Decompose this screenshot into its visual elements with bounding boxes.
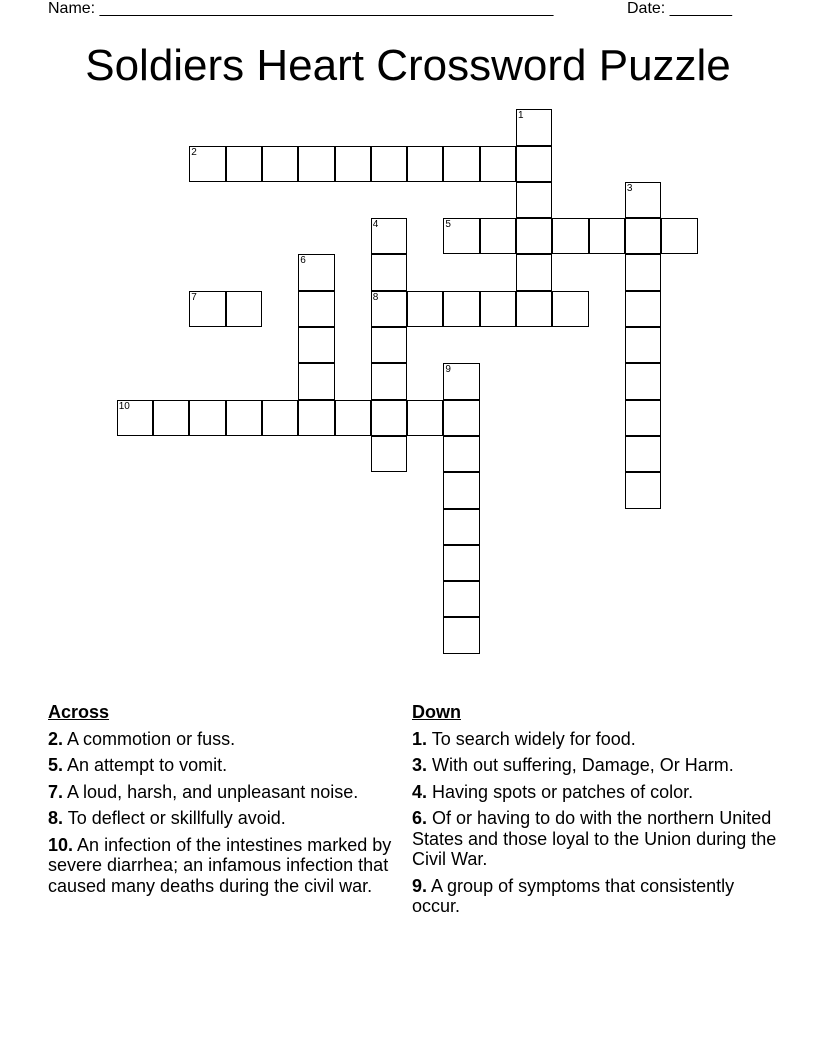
grid-cell[interactable] <box>189 291 225 327</box>
clue-item <box>412 808 777 870</box>
clue-text: A group of symptoms that consistently occur. <box>412 875 735 916</box>
grid-cell[interactable] <box>625 400 661 436</box>
grid-cell[interactable] <box>298 400 334 436</box>
clue-number: 6. <box>412 808 428 828</box>
grid-cell[interactable] <box>516 146 552 182</box>
cell-number: 2 <box>191 146 197 158</box>
grid-cell[interactable] <box>407 400 443 436</box>
grid-cell[interactable] <box>371 254 407 290</box>
cell-number: 1 <box>518 110 524 122</box>
grid-cell[interactable] <box>443 363 479 399</box>
page-title: Soldiers Heart Crossword Puzzle <box>85 41 731 90</box>
grid-cell[interactable] <box>625 218 661 254</box>
grid-cell[interactable] <box>371 436 407 472</box>
grid-cell[interactable] <box>552 218 588 254</box>
grid-cell[interactable] <box>443 581 479 617</box>
across-clues <box>48 702 398 902</box>
grid-cell[interactable] <box>625 472 661 508</box>
grid-cell[interactable] <box>262 146 298 182</box>
name-field[interactable]: Name: ___________________________________________________ <box>48 0 554 17</box>
grid-cell[interactable] <box>371 146 407 182</box>
clue-item <box>48 729 398 750</box>
clue-text: To deflect or skillfully avoid. <box>67 808 286 828</box>
grid-cell[interactable] <box>117 400 153 436</box>
grid-cell[interactable] <box>625 327 661 363</box>
grid-cell[interactable] <box>625 182 661 218</box>
clue-text: To search widely for food. <box>431 728 636 749</box>
grid-cell[interactable] <box>625 436 661 472</box>
grid-cell[interactable] <box>516 109 552 145</box>
grid-cell[interactable] <box>552 291 588 327</box>
cell-number: 8 <box>372 291 379 303</box>
grid-cell[interactable] <box>189 146 225 182</box>
grid-cell[interactable] <box>443 436 479 472</box>
cell-number: 9 <box>445 364 451 376</box>
clue-item <box>48 835 398 897</box>
grid-cell[interactable] <box>262 400 298 436</box>
grid-cell[interactable] <box>516 218 552 254</box>
grid-cell[interactable] <box>516 182 552 218</box>
grid-cell[interactable] <box>298 291 334 327</box>
clue-number: 2. <box>48 728 64 749</box>
grid-cell[interactable] <box>443 291 479 327</box>
down-list <box>412 729 777 917</box>
grid-cell[interactable] <box>226 291 262 327</box>
grid-cell[interactable] <box>371 327 407 363</box>
grid-cell[interactable] <box>443 545 479 581</box>
grid-cell[interactable] <box>625 363 661 399</box>
cell-number: 6 <box>300 255 306 267</box>
across-list <box>48 729 398 897</box>
clue-text: An infection of the intestines marked by severe diarrhea; an infamous infection that caused many deaths during the civil war. <box>48 834 392 896</box>
grid-cell[interactable] <box>298 363 334 399</box>
clue-item <box>48 782 398 803</box>
grid-cell[interactable] <box>480 218 516 254</box>
clue-number: 5. <box>48 755 64 775</box>
grid-cell[interactable] <box>661 218 697 254</box>
grid-cell[interactable] <box>189 400 225 436</box>
grid-cell[interactable] <box>480 146 516 182</box>
grid-cell[interactable] <box>298 254 334 290</box>
clue-number: 4. <box>412 781 428 802</box>
grid-cell[interactable] <box>298 146 334 182</box>
clue-text: An attempt to vomit. <box>67 755 228 775</box>
grid-cell[interactable] <box>443 146 479 182</box>
clue-item <box>412 782 777 803</box>
clue-text: With out suffering, Damage, Or Harm. <box>432 755 734 775</box>
grid-cell[interactable] <box>335 146 371 182</box>
clue-item <box>412 876 777 917</box>
clue-text: Of or having to do with the northern United States and those loyal to the Union during the Civil War. <box>412 808 777 869</box>
grid-cell[interactable] <box>371 291 407 327</box>
grid-cell[interactable] <box>371 400 407 436</box>
down-heading: Down <box>412 702 461 722</box>
grid-cell[interactable] <box>443 218 479 254</box>
grid-cell[interactable] <box>371 218 407 254</box>
clue-text: Having spots or patches of color. <box>432 781 694 802</box>
grid-cell[interactable] <box>153 400 189 436</box>
clue-item <box>48 808 398 829</box>
clue-text: A loud, harsh, and unpleasant noise. <box>67 781 359 802</box>
clue-number: 9. <box>412 875 428 896</box>
clue-number: 7. <box>48 781 64 802</box>
grid-cell[interactable] <box>516 254 552 290</box>
across-heading: Across <box>48 702 110 722</box>
cell-number: 4 <box>372 219 379 231</box>
grid-cell[interactable] <box>516 291 552 327</box>
down-clues <box>412 702 777 923</box>
grid-cell[interactable] <box>443 617 479 653</box>
clue-item <box>48 755 398 776</box>
clue-number: 1. <box>412 728 428 749</box>
cell-number: 5 <box>445 219 451 231</box>
grid-cell[interactable] <box>443 400 479 436</box>
clue-number: 10. <box>48 834 74 855</box>
clue-number: 3. <box>412 755 428 775</box>
grid-cell[interactable] <box>443 509 479 545</box>
grid-cell[interactable] <box>625 254 661 290</box>
grid-cell[interactable] <box>443 472 479 508</box>
cell-number: 10 <box>118 400 130 412</box>
clue-number: 8. <box>48 808 64 828</box>
grid-cell[interactable] <box>335 400 371 436</box>
cell-number: 7 <box>191 291 197 303</box>
cell-number: 3 <box>626 182 633 194</box>
grid-cell[interactable] <box>226 146 262 182</box>
grid-cell[interactable] <box>480 291 516 327</box>
clue-item <box>412 755 777 776</box>
grid-cell[interactable] <box>226 400 262 436</box>
grid-cell[interactable] <box>625 291 661 327</box>
grid-cell[interactable] <box>298 327 334 363</box>
clue-text: A commotion or fuss. <box>67 728 236 749</box>
grid-cell[interactable] <box>371 363 407 399</box>
grid-cell[interactable] <box>589 218 625 254</box>
grid-cell[interactable] <box>407 291 443 327</box>
clue-item <box>412 729 777 750</box>
grid-cell[interactable] <box>407 146 443 182</box>
date-field[interactable]: Date: _______ <box>627 0 732 17</box>
